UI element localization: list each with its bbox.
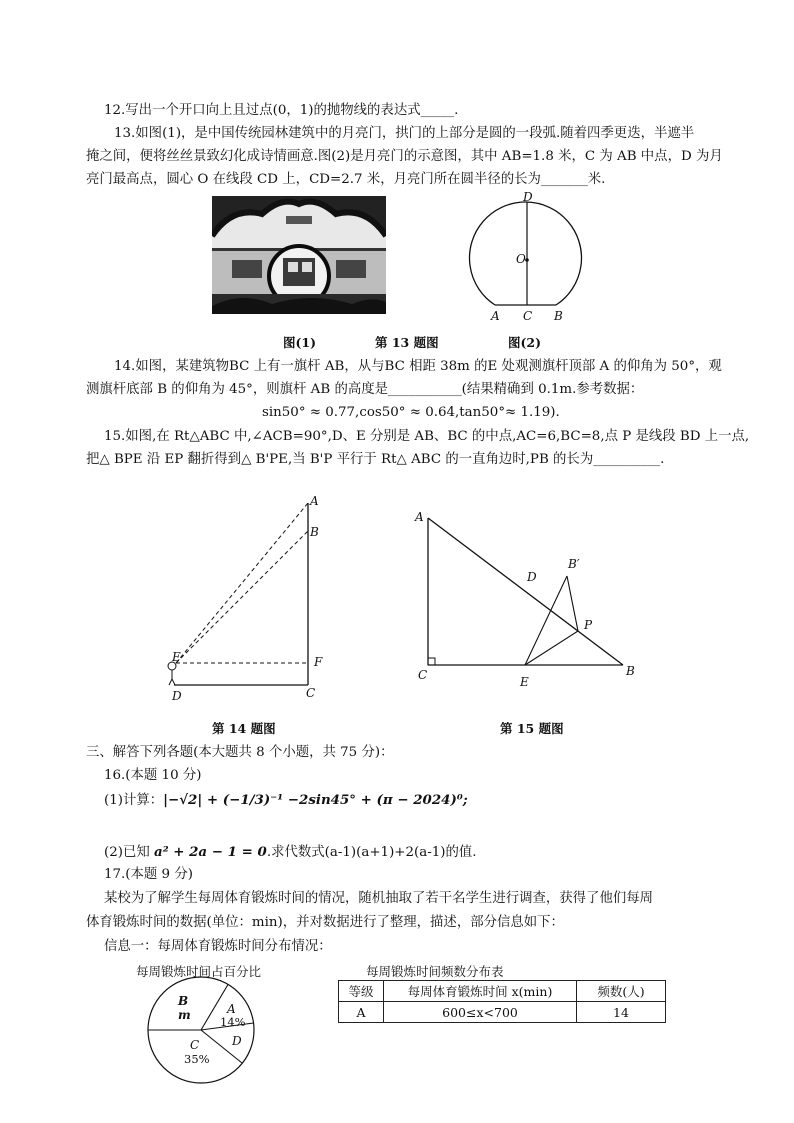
fig14-label-F: F [314, 655, 323, 669]
table-header-count: 频数(人) [577, 981, 666, 1002]
q16-part2-prefix: (2)已知 [104, 845, 155, 860]
question-16-part1 [104, 791, 468, 810]
pie-label-C-pct: 35% [184, 1052, 210, 1066]
fig14-label-D: D [172, 689, 182, 703]
table-cell-count: 14 [577, 1002, 666, 1023]
fig14-label-B: B [310, 525, 319, 539]
question-13-line3: 亮门最高点，圆心 O 在线段 CD 上，CD=2.7 米，月亮门所在圆半径的长为_______米. [86, 172, 606, 187]
pie-label-m: m [178, 1008, 191, 1022]
question-16-part2 [104, 843, 477, 862]
question-17-info1: 信息一：每周体育锻炼时间分布情况： [104, 939, 332, 954]
fig15-label-C: C [418, 668, 428, 682]
pie-chart [146, 975, 256, 1085]
label-D: D [523, 190, 533, 204]
pie-title: 每周锻炼时间占百分比 [136, 964, 262, 979]
fig15-title: 第 15 题图 [500, 721, 564, 736]
table-title: 每周锻炼时间频数分布表 [366, 964, 504, 979]
q16-part2-expr: a² + 2a − 1 = 0 [154, 844, 267, 860]
question-16-head: 16.(本题 10 分) [104, 768, 202, 783]
question-14-line1: 14.如图，某建筑物BC 上有一旗杆 AB，从与BC 相距 38m 的E 处观测旗杆顶部 A 的仰角为 50°，观 [114, 359, 722, 374]
label-O: O [516, 252, 526, 266]
fig14-label-A: A [310, 494, 319, 508]
label-B: B [554, 309, 563, 323]
table-cell-grade: A [339, 1002, 384, 1023]
pie-label-C: C [190, 1038, 200, 1052]
fig15-label-P: P [584, 618, 593, 632]
question-13-line1: 13.如图(1)，是中国传统园林建筑中的月亮门，拱门的上部分是圆的一段弧.随着四季更迭，半遮半 [114, 126, 695, 141]
question-17-line2: 体育锻炼时间的数据(单位：min)，并对数据进行了整理，描述，部分信息如下： [86, 915, 564, 930]
fig14-title: 第 14 题图 [212, 721, 276, 736]
question-14-line2: 测旗杆底部 B 的仰角为 45°，则旗杆 AB 的高度是___________(结果精确到 0.1m.参考数据： [86, 382, 644, 397]
question-15-line2: 把△ BPE 沿 EP 翻折得到△ B'PE,当 B'P 平行于 Rt△ ABC 的一直角边时,PB 的长为__________. [86, 452, 665, 467]
fig15-label-Bprime: B′ [568, 557, 580, 571]
fig13-2-caption: 图(2) [508, 335, 542, 350]
question-17-head: 17.(本题 9 分) [104, 867, 193, 882]
label-C: C [523, 309, 533, 323]
question-12: 12.写出一个开口向上且过点(0，1)的抛物线的表达式_____. [104, 103, 459, 118]
q16-part2-suffix: .求代数式(a-1)(a+1)+2(a-1)的值. [266, 845, 477, 860]
pie-label-A-pct: 14% [220, 1015, 246, 1029]
fig15-diagram [420, 510, 650, 680]
label-A: A [491, 309, 500, 323]
table-row [339, 1002, 666, 1023]
fig15-label-D: D [527, 570, 537, 584]
fig14-diagram [160, 495, 330, 695]
question-13-line2: 掩之间，便将丝丝景致幻化成诗情画意.图(2)是月亮门的示意图，其中 AB=1.8 米，C 为 AB 中点，D 为月 [86, 149, 723, 164]
table-header-grade: 等级 [339, 981, 384, 1002]
fig13-title: 第 13 题图 [375, 335, 439, 350]
fig14-label-C: C [306, 686, 316, 700]
moon-gate-photo [212, 196, 386, 314]
question-15-line1: 15.如图,在 Rt△ABC 中,∠ACB=90°,D、E 分别是 AB、BC 的中点,AC=6,BC=8,点 P 是线段 BD 上一点, [104, 429, 750, 444]
moon-gate-diagram [470, 190, 590, 320]
fig15-label-B: B [626, 664, 635, 678]
pie-label-D: D [232, 1034, 242, 1048]
fig14-label-E: E [172, 650, 181, 664]
table-header-time: 每周体育锻炼时间 x(min) [384, 981, 577, 1002]
table-header-row [339, 981, 666, 1002]
fig15-label-E: E [520, 675, 529, 689]
fig13-1-caption: 图(1) [283, 335, 317, 350]
frequency-table [338, 980, 666, 1023]
question-14-line3: sin50° ≈ 0.77,cos50° ≈ 0.64,tan50°≈ 1.19). [262, 405, 560, 420]
question-17-line1: 某校为了解学生每周体育锻炼时间的情况，随机抽取了若干名学生进行调查，获得了他们每周 [104, 891, 654, 906]
pie-label-A: A [227, 1002, 236, 1016]
section-3-heading: 三、解答下列各题(本大题共 8 个小题，共 75 分)： [86, 745, 394, 760]
q16-part1-expr: |−√2| + (−1/3)⁻¹ −2sin45° + (π − 2024)⁰; [163, 792, 468, 808]
table-cell-time: 600≤x<700 [384, 1002, 577, 1023]
q16-part1-prefix: (1)计算： [104, 793, 164, 808]
pie-label-B: B [178, 994, 189, 1008]
fig15-label-A: A [415, 510, 424, 524]
